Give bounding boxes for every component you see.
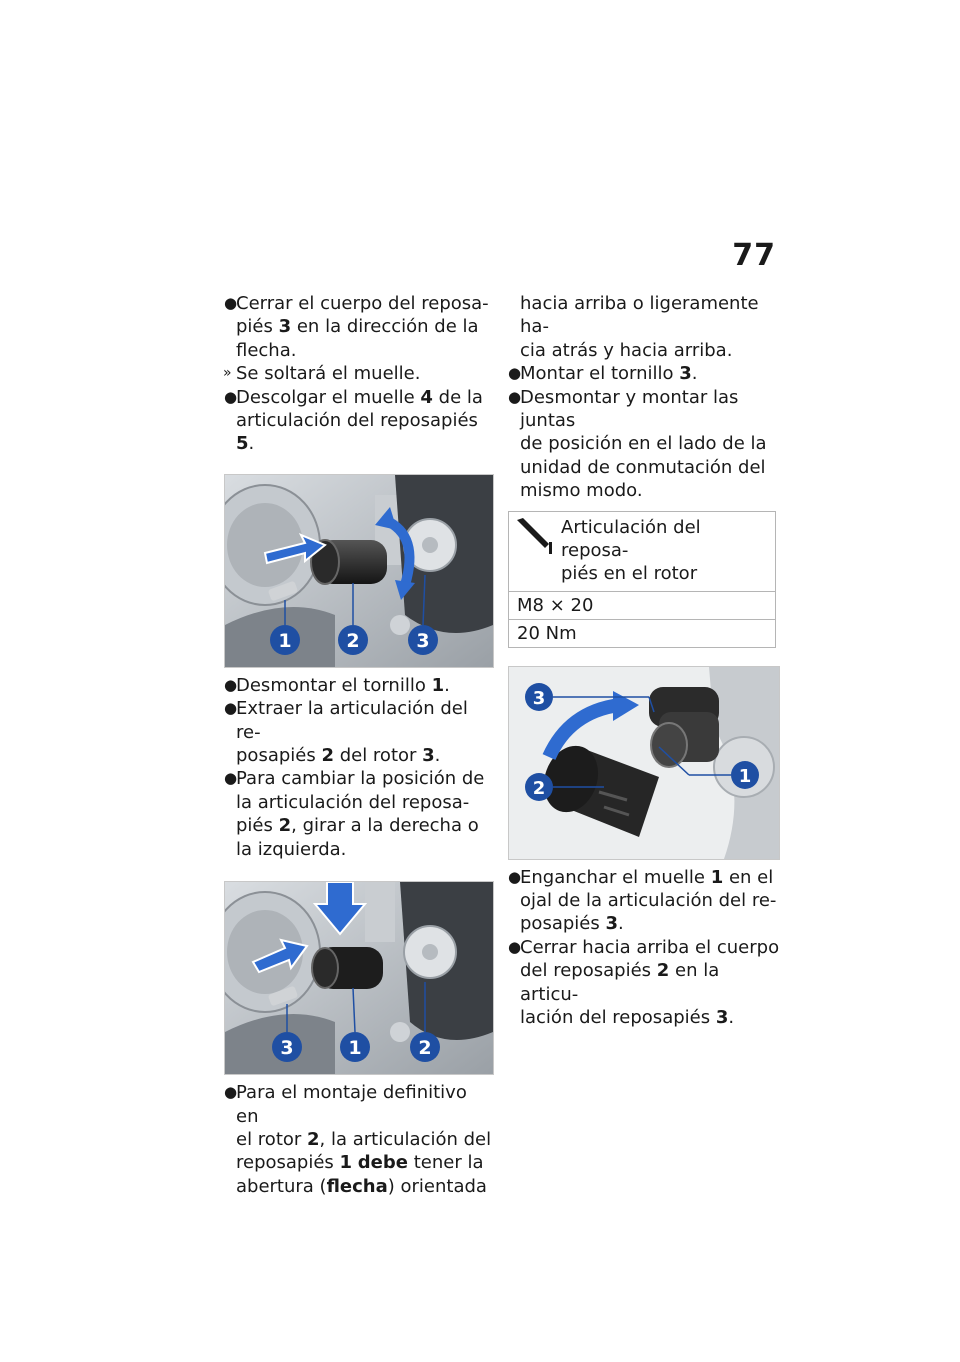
bullet-icon: ● bbox=[224, 294, 238, 312]
instruction-remove-screw: ● Desmontar el tornillo 1. bbox=[224, 674, 450, 696]
instruction-unhook-spring: ● Descolgar el muelle 4 de la articulación del reposapiés 5. bbox=[224, 386, 483, 455]
bullet-icon: ● bbox=[224, 675, 238, 694]
bullet-icon: ● bbox=[508, 937, 522, 956]
callout-label: 1 bbox=[738, 765, 752, 787]
bullet-icon: ● bbox=[224, 1083, 238, 1102]
spec-heading-line1: Articulación del reposa- bbox=[561, 516, 701, 561]
spec-heading bbox=[509, 511, 776, 591]
spec-heading-line2: piés en el rotor bbox=[561, 562, 698, 584]
callout-label: 3 bbox=[416, 629, 430, 652]
callout-label: 2 bbox=[418, 1037, 432, 1060]
instruction-seals: ● Desmontar y montar las juntas de posición en el lado de la unidad de conmutación del mismo modo. bbox=[508, 386, 767, 502]
instruction-hook-spring: ● Enganchar el muelle 1 en el ojal de la articulación del re- posapiés 3. bbox=[508, 866, 777, 935]
left-column bbox=[224, 292, 494, 1198]
instruction-close-footrest-up: ● Cerrar hacia arriba el cuerpo del reposapiés 2 en la articu- lación del reposapiés 3. bbox=[508, 936, 780, 1029]
instruction-continuation: hacia arriba o ligeramente ha- cia atrás y hacia arriba. bbox=[520, 293, 759, 361]
instruction-extract-joint: ● Extraer la articulación del re- posapiés 2 del rotor 3. bbox=[224, 698, 468, 767]
figure-spring-hook bbox=[508, 666, 780, 860]
result-spring-released: » Se soltará el muelle. bbox=[223, 363, 421, 385]
callout-label: 3 bbox=[532, 687, 546, 709]
torque-spec-table bbox=[508, 511, 776, 648]
callout-label: 1 bbox=[278, 629, 292, 652]
instruction-mount-screw: ● Montar el tornillo 3. bbox=[508, 363, 698, 385]
bullet-icon: ● bbox=[224, 699, 238, 718]
result-arrow-icon: » bbox=[223, 365, 232, 382]
bullet-icon: ● bbox=[224, 769, 238, 788]
callout-label: 2 bbox=[532, 777, 546, 799]
page-number: 77 bbox=[732, 238, 776, 273]
bullet-icon: ● bbox=[508, 364, 522, 383]
torque-wrench-icon bbox=[515, 516, 555, 562]
instruction-close-footrest: ● Cerrar el cuerpo del reposa- piés 3 en la dirección de la flecha. bbox=[224, 293, 489, 361]
callout-label: 3 bbox=[280, 1037, 294, 1060]
spec-torque-value: 20 Nm bbox=[509, 619, 776, 647]
figure-footrest-removal bbox=[224, 474, 494, 668]
figure-final-assembly bbox=[224, 881, 494, 1075]
bullet-icon: ● bbox=[508, 867, 522, 886]
bullet-icon: ● bbox=[508, 387, 522, 406]
right-column bbox=[508, 292, 780, 1030]
instruction-final-assembly: ● Para el montaje definitivo en el rotor 2, la articulación del reposapiés 1 debe tener la abertura (flecha) orientada bbox=[224, 1082, 492, 1197]
spec-screw-size: M8 × 20 bbox=[509, 591, 776, 619]
callout-label: 1 bbox=[348, 1037, 362, 1060]
bullet-icon: ● bbox=[224, 387, 238, 406]
instruction-change-position: ● Para cambiar la posición de la articulación del reposa- piés 2, girar a la derecha o la izquierda. bbox=[224, 768, 485, 860]
callout-label: 2 bbox=[346, 629, 360, 652]
